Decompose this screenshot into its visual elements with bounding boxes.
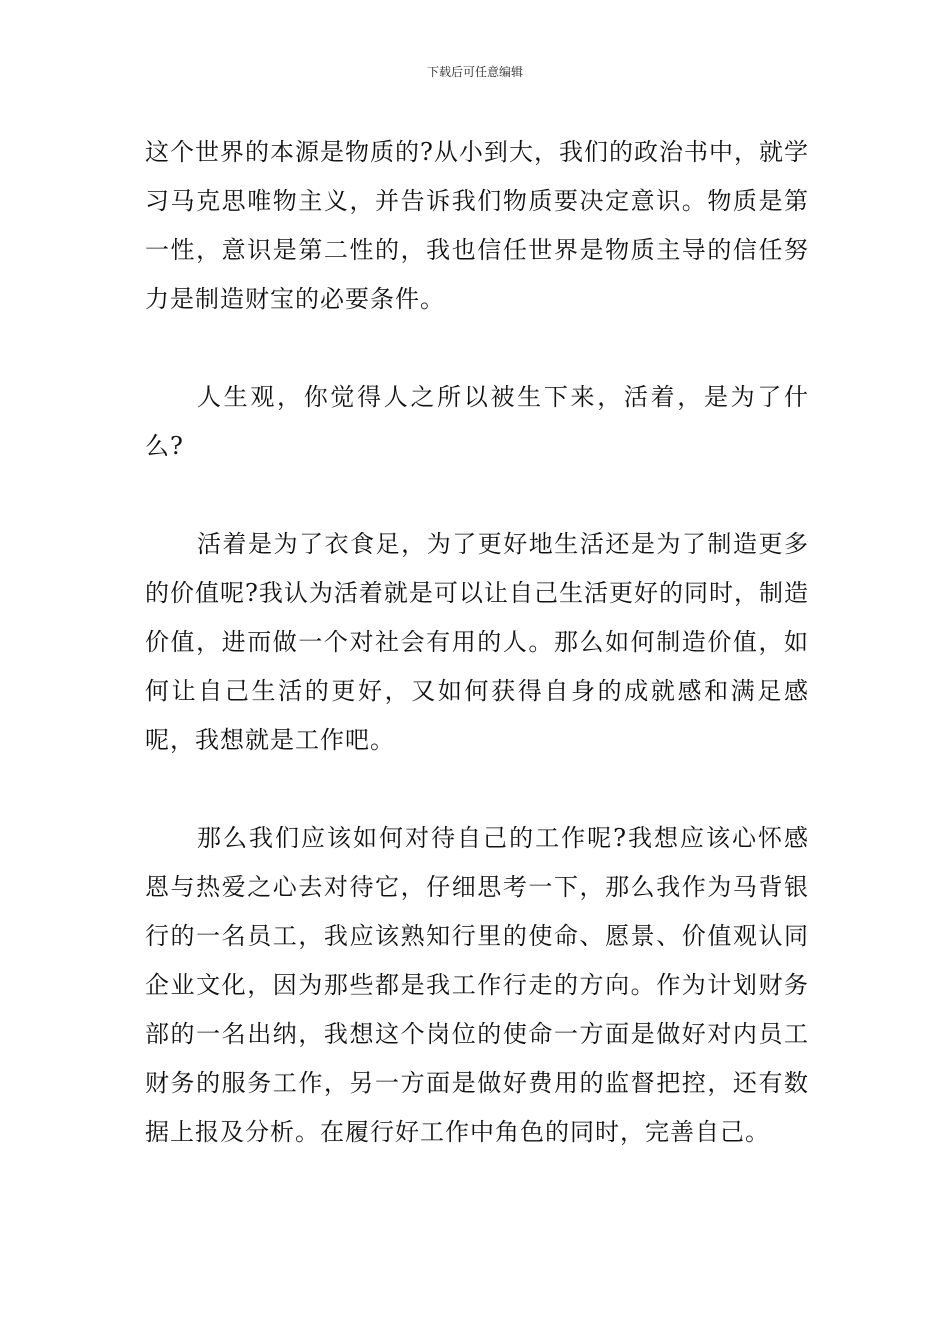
paragraph-gap — [145, 324, 809, 373]
page-header: 下载后可任意编辑 — [426, 65, 523, 79]
paragraph-gap — [145, 471, 809, 520]
paragraph-1: 这个世界的本源是物质的?从小到大，我们的政治书中，就学习马克思唯物主义，并告诉我们物质要决定意识。物质是第一性，意识是第二性的，我也信任世界是物质主导的信任努力是制造财宝的必要条件。 — [145, 138, 809, 313]
paragraph-4: 那么我们应该如何对待自己的工作呢?我想应该心怀感恩与热爱之心去对待它，仔细思考一下，那么我作为马背银行的一名员工，我应该熟知行里的使命、愿景、价值观认同企业文化，因为那些都是我工作行走的方向。作为计划财务部的一名出纳，我想这个岗位的使命一方面是做好对内员工财务的服务工作，另一方面是做好费用的监督把控，还有数据上报及分析。在履行好工作中角色的同时，完善自己。 — [145, 824, 809, 1146]
document-body — [145, 128, 809, 1157]
paragraph-3: 活着是为了衣食足，为了更好地生活还是为了制造更多的价值呢?我认为活着就是可以让自己生活更好的同时，制造价值，进而做一个对社会有用的人。那么如何制造价值，如何让自己生活的更好，又如何获得自身的成就感和满足感呢，我想就是工作吧。 — [145, 530, 809, 754]
paragraph-gap — [145, 765, 809, 814]
paragraph-2: 人生观，你觉得人之所以被生下来，活着，是为了什么? — [145, 383, 809, 460]
